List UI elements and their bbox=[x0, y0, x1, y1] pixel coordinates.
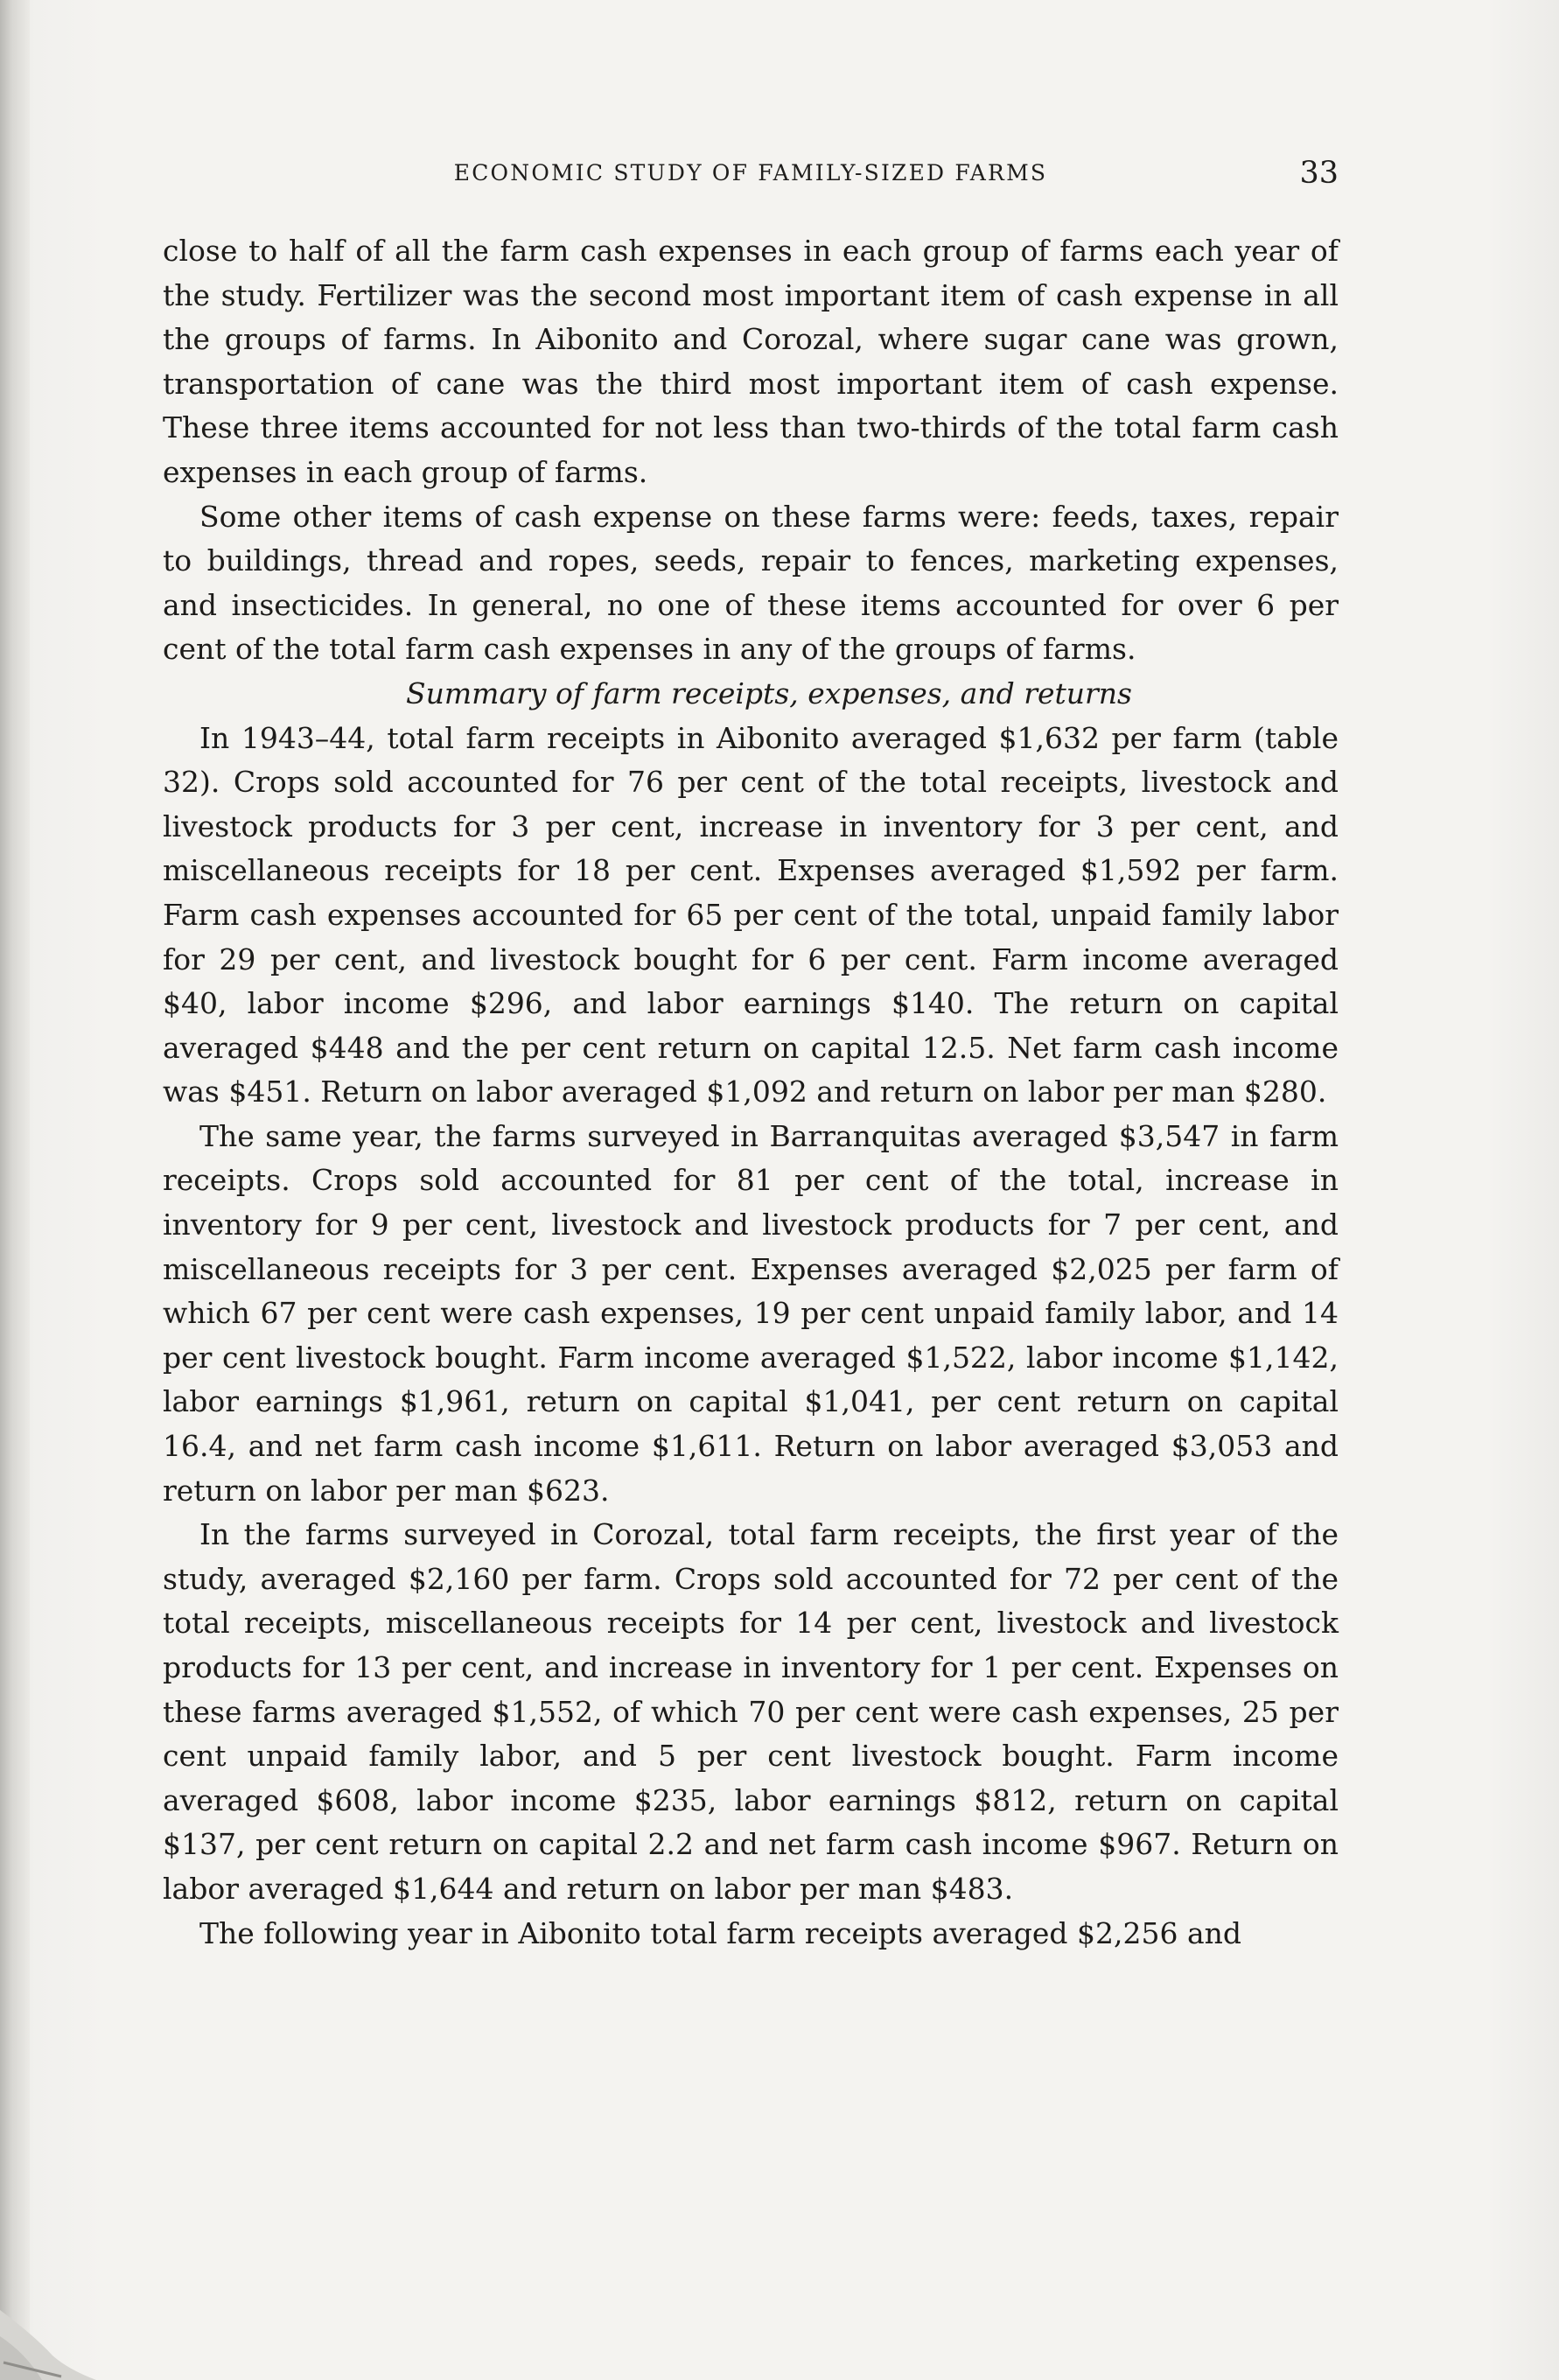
paragraph-continued: close to half of all the farm cash expenses in each group of farms each year of the study. Fertilizer was the second most important item of cash expense in all the groups of farms. In Aibonito and Corozal, where sugar cane was grown, transportation of cane was the third most important item of cash expense. These three items accounted for not less than two-thirds of the total farm cash expenses in each group of farms. bbox=[163, 234, 1339, 489]
page-header bbox=[163, 147, 1339, 200]
paragraph-aibonito-following-year: The following year in Aibonito total farm receipts averaged $2,256 and bbox=[199, 1915, 1242, 1950]
running-head: ECONOMIC STUDY OF FAMILY-SIZED FARMS bbox=[453, 160, 1048, 186]
page-number: 33 bbox=[1299, 156, 1339, 191]
page-binding-edge bbox=[0, 0, 30, 2380]
body-text bbox=[163, 229, 1339, 1956]
paragraph-corozal: In the farms surveyed in Corozal, total farm receipts, the first year of the study, averaged $2,160 per farm. Crops sold accounted for 72 per cent of the total receipts, miscellaneous receipts for 14 per cent, livestock and livestock products for 13 per cent, and increase in inventory for 1 per cent. Expenses on these farms averaged $1,552, of which 70 per cent were cash expenses, 25 per cent unpaid family labor, and 5 per cent livestock bought. Farm income averaged $608, labor income $235, labor earnings $812, return on capital $137, per cent return on capital 2.2 and net farm cash income $967. Return on labor averaged $1,644 and return on labor per man $483. bbox=[163, 1517, 1339, 1906]
page-corner-smudge bbox=[0, 2275, 96, 2380]
paragraph-aibonito-1943: In 1943–44, total farm receipts in Aibonito averaged $1,632 per farm (table 32). Crops sold accounted for 76 per cent of the total receipts, livestock and livestock products for 3 per cent, increase in inventory for 3 per cent, and miscellaneous receipts for 18 per cent. Expenses averaged $1,592 per farm. Farm cash expenses accounted for 65 per cent of the total, unpaid family labor for 29 per cent, and livestock bought for 6 per cent. Farm income averaged $40, labor income $296, and labor earnings $140. The return on capital averaged $448 and the per cent return on capital 12.5. Net farm cash income was $451. Return on labor averaged $1,092 and return on labor per man $280. bbox=[163, 720, 1339, 1110]
paragraph-barranquitas: The same year, the farms surveyed in Barranquitas averaged $3,547 in farm receipts. Crops sold accounted for 81 per cent of the total, increase in inventory for 9 per cent, livestock and livestock products for 7 per cent, and miscellaneous receipts for 3 per cent. Expenses averaged $2,025 per farm of which 67 per cent were cash expenses, 19 per cent unpaid family labor, and 14 per cent livestock bought. Farm income averaged $1,522, labor income $1,142, labor earnings $1,961, return on capital $1,041, per cent return on capital 16.4, and net farm cash income $1,611. Return on labor averaged $3,053 and return on labor per man $623. bbox=[163, 1118, 1339, 1508]
section-heading: Summary of farm receipts, expenses, and returns bbox=[406, 676, 1132, 710]
paragraph: Some other items of cash expense on these farms were: feeds, taxes, repair to buildings, thread and ropes, seeds, repair to fences, marketing expenses, and insecticides. In general, no one of these items accounted for over 6 per cent of the total farm cash expenses in any of the groups of farms. bbox=[163, 499, 1339, 667]
